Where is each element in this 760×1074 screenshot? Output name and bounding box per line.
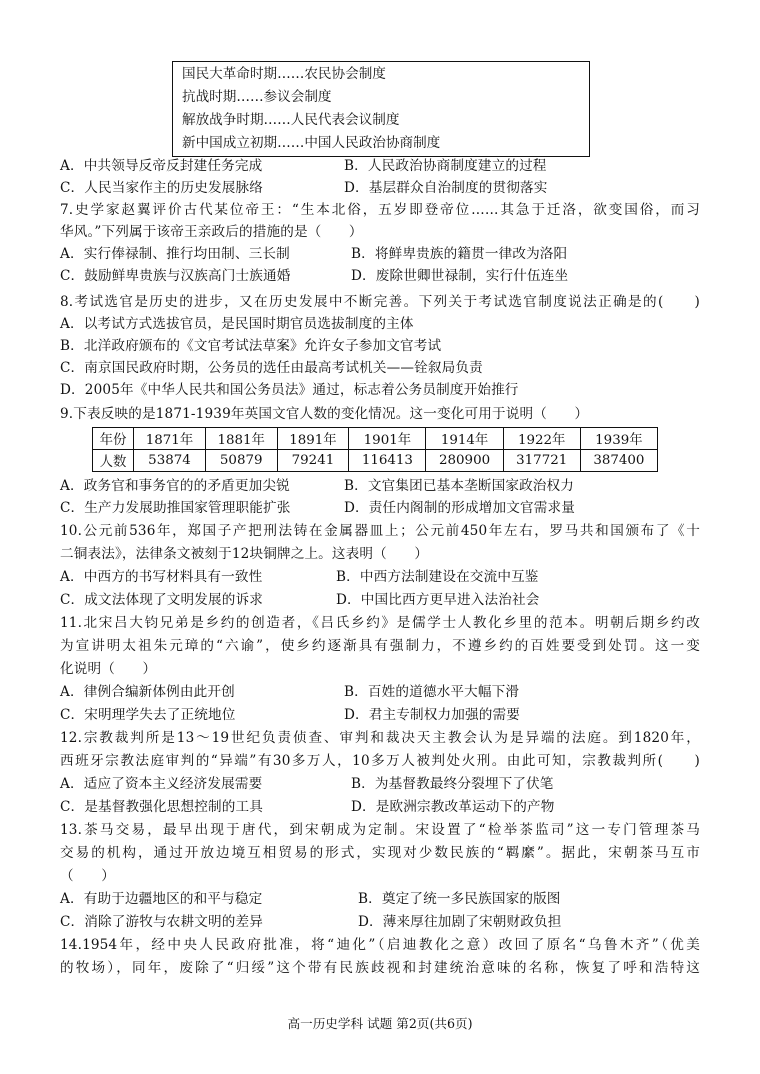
q11-stem-line1: 11.北宋吕大钧兄弟是乡约的创造者，《吕氏乡约》是儒学士人教化乡里的范本。明朝后期乡约改 — [60, 615, 700, 631]
q13-stem-line1: 13.茶马交易，最早出现于唐代，到宋朝成为定制。宋设置了“检举茶监司”这一专门管理茶马 — [60, 822, 700, 838]
q12-option-c: C．是基督教强化思想控制的工具 — [60, 799, 263, 815]
q12-option-a: A．适应了资本主义经济发展需要 — [60, 776, 263, 792]
q12-option-b: B．为基督教最终分裂埋下了伏笔 — [351, 776, 554, 792]
q8-option-a: A．以考试方式选拔官员，是民国时期官员选拔制度的主体 — [60, 316, 414, 332]
q7-option-b: B．将鲜卑贵族的籍贯一律改为洛阳 — [351, 246, 568, 262]
q11-option-d: D．君主专制权力加强的需要 — [344, 707, 520, 723]
q9-data-table — [92, 427, 658, 472]
q6-option-d: D．基层群众自治制度的贯彻落实 — [344, 180, 548, 196]
q9-option-d: D．责任内阁制的形成增加文官需求量 — [344, 500, 575, 516]
table-header-cell: 人数 — [93, 450, 134, 472]
q13-option-d: D．薄来厚往加剧了宋朝财政负担 — [358, 914, 562, 930]
q13-option-c: C．消除了游牧与农耕文明的差异 — [60, 914, 263, 930]
q6-material-box — [172, 61, 590, 157]
table-cell: 53874 — [134, 450, 206, 472]
q6-option-a: A．中共领导反帝反封建任务完成 — [60, 158, 263, 174]
table-cell: 1891年 — [277, 428, 349, 450]
q8-option-c: C．南京国民政府时期，公务员的选任由最高考试机关——铨叙局负责 — [60, 360, 483, 376]
q8-option-d: D．2005年《中华人民共和国公务员法》通过，标志着公务员制度开始推行 — [60, 382, 519, 398]
q7-option-c: C．鼓励鲜卑贵族与汉族高门士族通婚 — [60, 268, 291, 284]
table-row-years — [93, 428, 658, 450]
box-line: 解放战争时期……人民代表会议制度 — [182, 112, 400, 128]
q8-stem: 8.考试选官是历史的进步，又在历史发展中不断完善。下列关于考试选官制度说法正确是的( ) — [60, 294, 700, 310]
q13-stem-line2: 交易的机构，通过开放边境互相贸易的形式，实现对少数民族的“羁縻”。据此，宋朝茶马互市 — [60, 845, 700, 861]
table-cell: 79241 — [277, 450, 349, 472]
q12-stem-line2: 西班牙宗教法庭审判的“异端”有30多万人，10多万人被判处火刑。由此可知，宗教裁判所( ) — [60, 753, 700, 769]
table-cell: 280900 — [426, 450, 503, 472]
table-cell: 1914年 — [426, 428, 503, 450]
q9-stem: 9.下表反映的是1871-1939年英国文官人数的变化情况。这一变化可用于说明（ ） — [60, 406, 589, 422]
q10-option-b: B．中西方法制建设在交流中互鉴 — [336, 569, 539, 585]
page-footer: 高一历史学科 试题 第2页(共6页) — [287, 1016, 473, 1031]
q7-option-a: A．实行俸禄制、推行均田制、三长制 — [60, 246, 290, 262]
q13-option-b: B．奠定了统一多民族国家的版图 — [358, 891, 561, 907]
q6-option-c: C．人民当家作主的历史发展脉络 — [60, 180, 263, 196]
box-line: 抗战时期……参议会制度 — [182, 89, 332, 105]
q11-option-b: B．百姓的道德水平大幅下滑 — [344, 684, 520, 700]
q10-stem-line1: 10.公元前536年，郑国子产把刑法铸在金属器皿上；公元前450年左右，罗马共和国颁布了《十 — [60, 523, 700, 539]
q9-option-b: B．文官集团已基本垄断国家政治权力 — [344, 478, 575, 494]
q13-stem-line3: （ ） — [60, 868, 115, 884]
table-cell: 1881年 — [205, 428, 277, 450]
q13-option-a: A．有助于边疆地区的和平与稳定 — [60, 891, 263, 907]
q11-stem-line2: 为宣讲明太祖朱元璋的“六谕”，使乡约逐渐具有强制力，不遵乡约的百姓要受到处罚。这一变 — [60, 638, 700, 654]
q7-stem-line1: 7.史学家赵翼评价古代某位帝王：“生本北俗，五岁即登帝位……其急于迁洛，欲变国俗，而习 — [60, 202, 700, 218]
q12-stem-line1: 12.宗教裁判所是13～19世纪负责侦查、审判和裁决天主教会认为是异端的法庭。到1820年， — [60, 730, 700, 746]
table-cell: 1871年 — [134, 428, 206, 450]
q14-stem-line2: 的牧场），同年，废除了“归绥”这个带有民族歧视和封建统治意味的名称，恢复了呼和浩特这 — [60, 960, 700, 976]
q7-option-d: D．废除世卿世禄制，实行什伍连坐 — [351, 268, 569, 284]
q9-option-a: A．政务官和事务官的的矛盾更加尖锐 — [60, 478, 290, 494]
q10-stem-line2: 二铜表法》，法律条文被刻于12块铜牌之上。这表明（ ） — [60, 546, 429, 562]
table-header-cell: 年份 — [93, 428, 134, 450]
q11-option-c: C．宋明理学失去了正统地位 — [60, 707, 236, 723]
q6-option-b: B．人民政治协商制度建立的过程 — [344, 158, 547, 174]
q9-option-c: C．生产力发展助推国家管理职能扩张 — [60, 500, 291, 516]
box-line: 新中国成立初期……中国人民政治协商制度 — [182, 135, 441, 151]
q11-option-a: A．律例合编新体例由此开创 — [60, 684, 235, 700]
table-cell: 317721 — [503, 450, 580, 472]
q10-option-d: D．中国比西方更早进入法治社会 — [336, 592, 540, 608]
q8-option-b: B．北洋政府颁布的《文官考试法草案》允许女子参加文官考试 — [60, 338, 442, 354]
table-cell: 387400 — [580, 450, 657, 472]
q7-stem-line2: 华风。”下列属于该帝王亲政后的措施的是（ ） — [60, 224, 363, 240]
q10-option-a: A．中西方的书写材料具有一致性 — [60, 569, 263, 585]
q10-option-c: C．成文法体现了文明发展的诉求 — [60, 592, 263, 608]
q11-stem-line3: 化说明（ ） — [60, 661, 157, 677]
table-cell: 50879 — [205, 450, 277, 472]
q14-stem-line1: 14.1954年，经中央人民政府批准，将“迪化”（启迪教化之意）改回了原名“乌鲁木齐”（优美 — [60, 937, 700, 953]
table-cell: 1901年 — [349, 428, 426, 450]
table-cell: 116413 — [349, 450, 426, 472]
q12-option-d: D．是欧洲宗教改革运动下的产物 — [351, 799, 555, 815]
box-line: 国民大革命时期……农民协会制度 — [182, 66, 386, 82]
table-cell: 1922年 — [503, 428, 580, 450]
table-row-counts — [93, 450, 658, 472]
table-cell: 1939年 — [580, 428, 657, 450]
